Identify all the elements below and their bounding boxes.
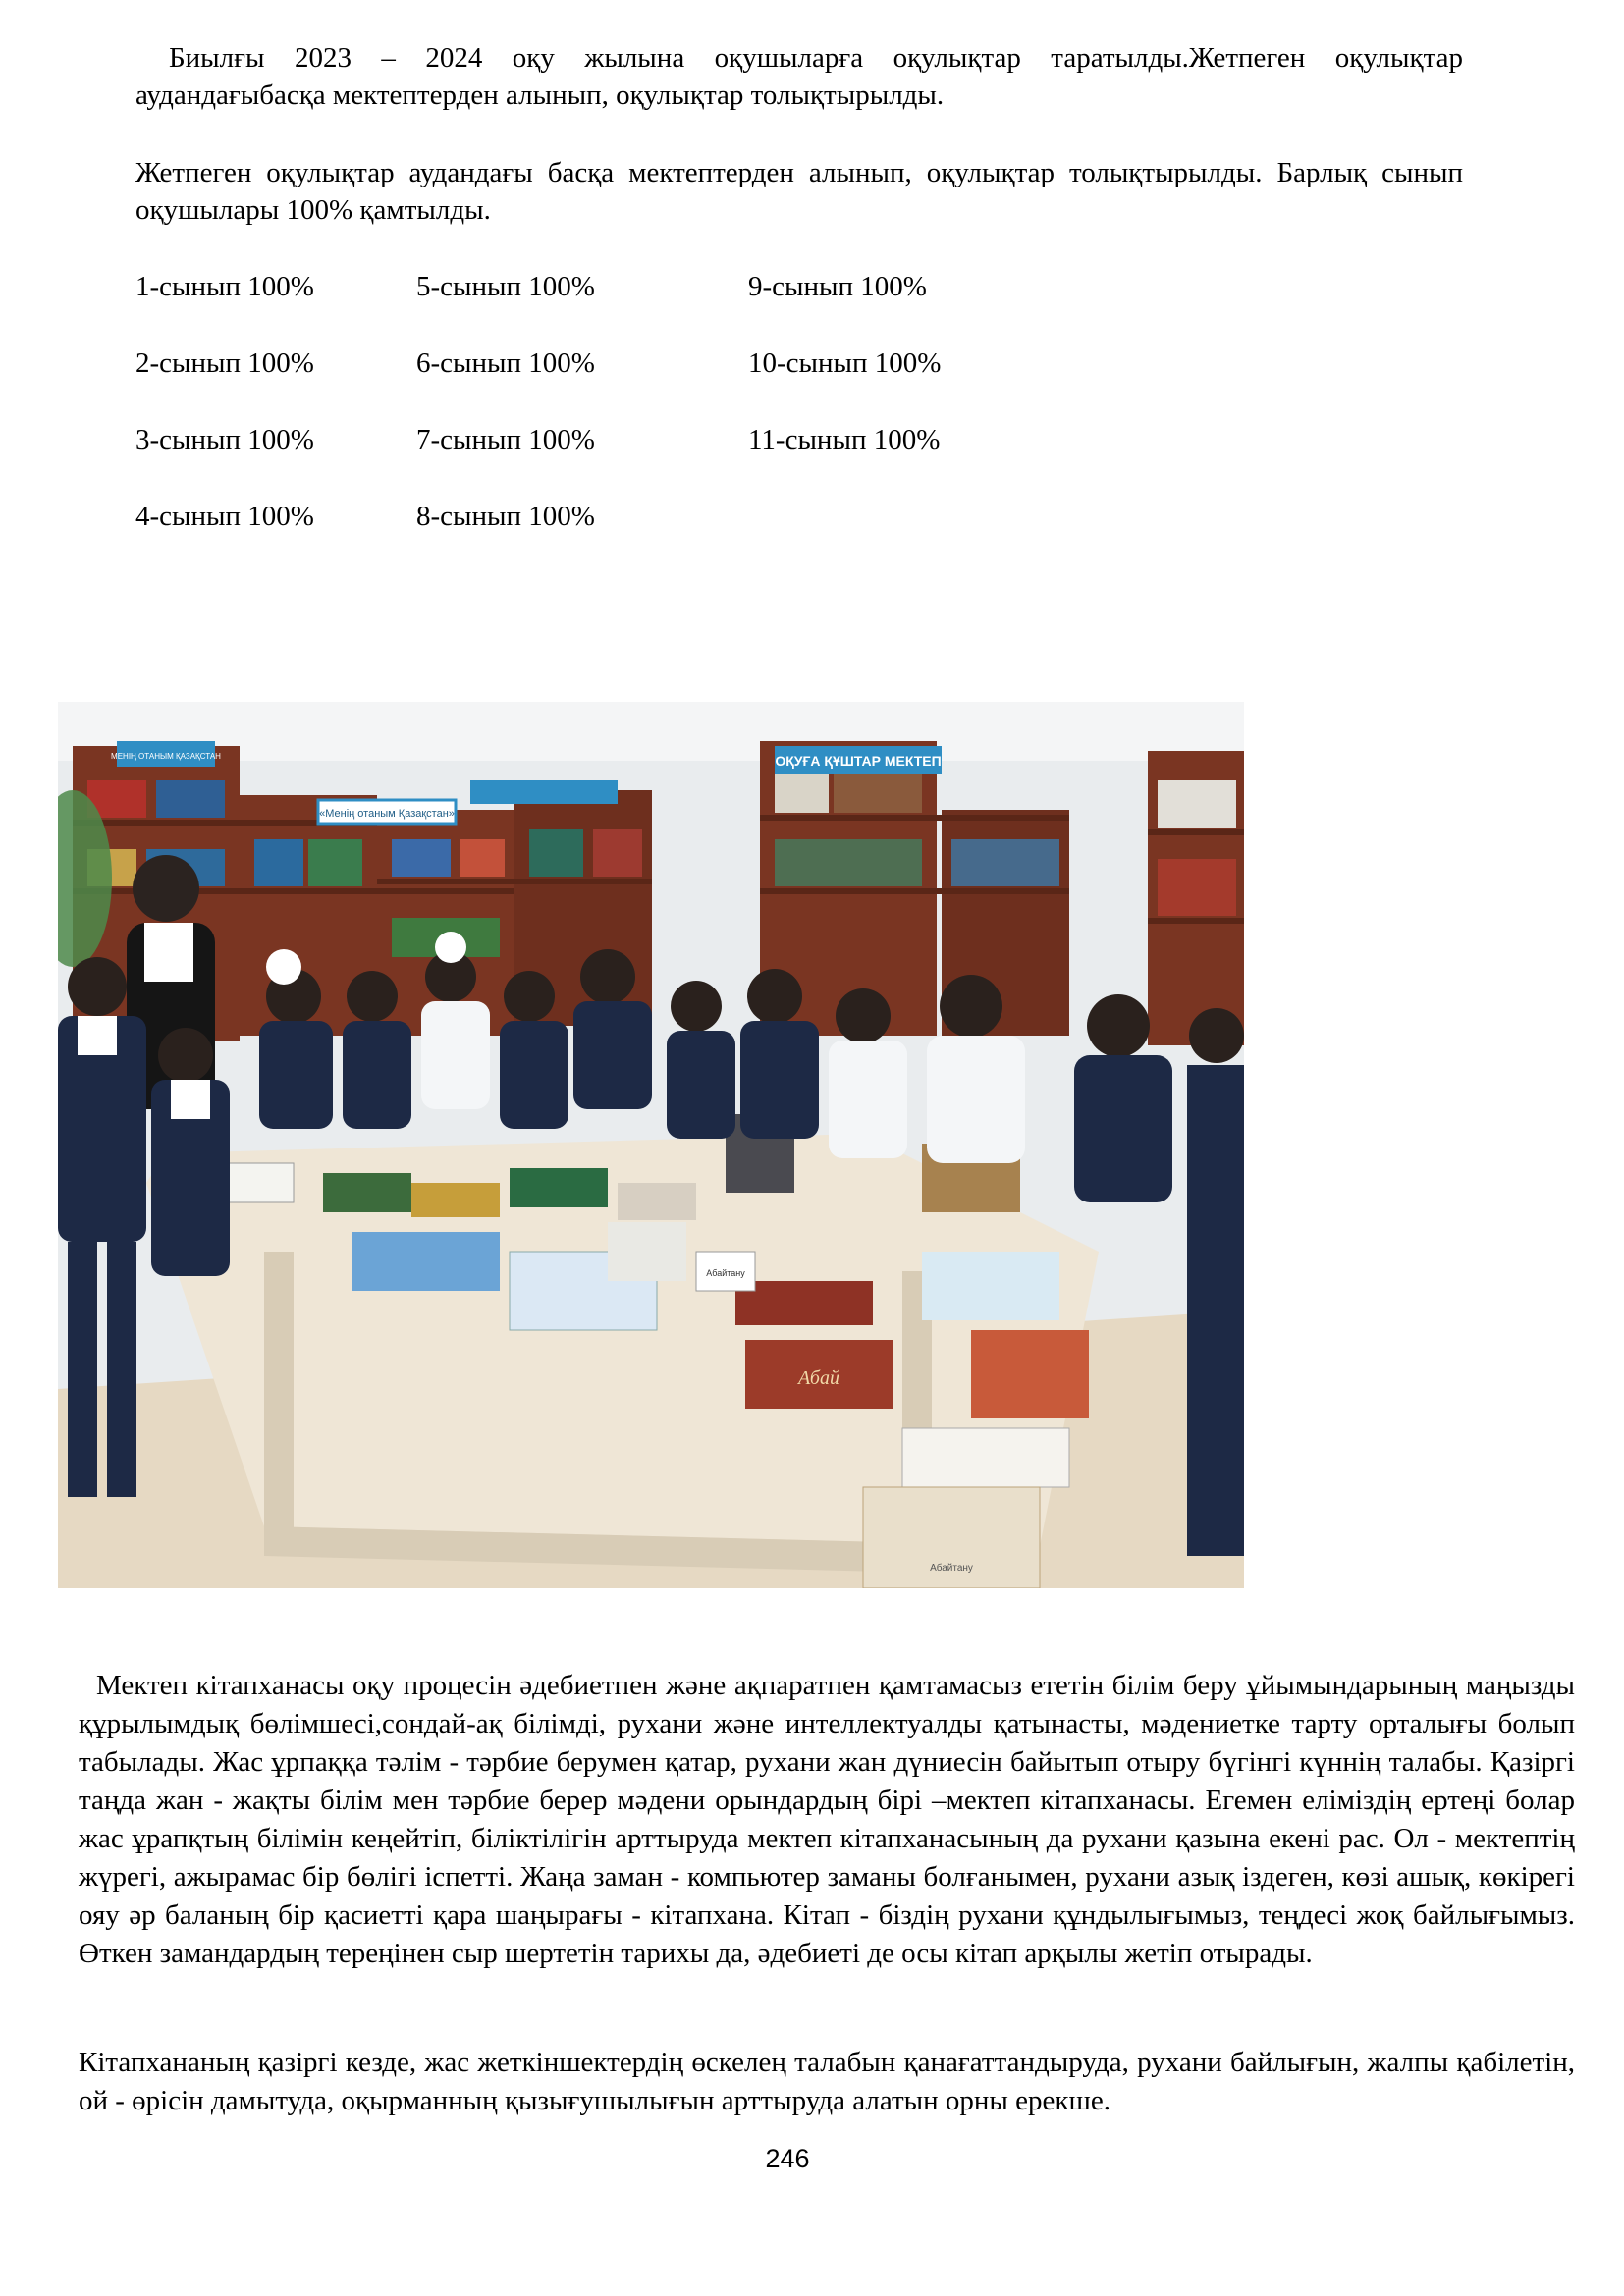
- grade-2: 2-сынып 100%: [135, 347, 314, 379]
- book-title: Абай: [798, 1367, 839, 1389]
- body-paragraph-2: Кітапхананың қазіргі кезде, жас жеткіншектердің өскелең талабын қанағаттандыруда, рухани байлығын, жалпы қабілетін, ой - өрісін дамытуда, оқырманның қызығушылығын арттыруда алатын орны ерекше.: [79, 2047, 1575, 2116]
- intro-paragraph-1-line-2: аудандағыбасқа мектептерден алынып, оқулықтар толықтырылды.: [135, 80, 945, 111]
- library-photo: [58, 702, 1244, 1588]
- shelf-sign: «Менің отаным Қазақстан»: [319, 808, 455, 820]
- grade-5: 5-сынып 100%: [416, 271, 595, 302]
- intro-paragraph-1-line-1: Биылғы 2023 – 2024 оқу жылына оқушыларға оқулықтар таратылды.Жетпеген оқулықтар: [169, 42, 1463, 74]
- grade-1: 1-сынып 100%: [135, 271, 314, 302]
- shelf-sign: ОҚУҒА ҚҰШТАР МЕКТЕП: [775, 753, 942, 769]
- intro-paragraph-1: [135, 39, 1463, 114]
- book-title: Абайтану: [706, 1268, 745, 1278]
- intro-paragraph-2: Жетпеген оқулықтар аудандағы басқа мектептерден алынып, оқулықтар толықтырылды. Барлық сынып оқушылары 100% қамтылды.: [135, 157, 1463, 226]
- grade-11: 11-сынып 100%: [748, 424, 941, 455]
- grade-7: 7-сынып 100%: [416, 424, 595, 455]
- body-paragraph-1: Мектеп кітапханасы оқу процесін әдебиетпен және ақпаратпен қамтамасыз ететін білім беру ұйымындарының маңызды құрылымдық бөлімшесі,сондай-ақ білімді, рухани және интеллектуалды қатынасты, мәдениетке тарту орталығы болып табылады. Жас ұрпаққа тәлім - тәрбие берумен қатар, рухани жан дүниесін байытып отыру бүгінгі күннің талабы. Қазіргі таңда жан - жақты білім мен тәрбие берер мәдени орындардың бірі –мектеп кітапханасы. Егемен еліміздің ертеңі болар жас ұрапқтың білімін кеңейтіп, біліктілігін арттыруда мектеп кітапханасының да рухани қазына екені рас. Ол - мектептің жүрегі, ажырамас бір бөлігі іспетті. Жаңа заман - компьютер заманы болғанымен, рухани азық іздеген, көзі ашық, көкірегі ояу әр баланың бір қасиетті қара шаңырағы - кітапхана. Кітап - біздің рухани құндылығымыз, теңдесі жоқ байлығымыз. Өткен замандардың тереңінен сыр шертетін тарихы да, әдебиеті де осы кітап арқылы жетіп отырады.: [79, 1670, 1575, 1969]
- shelf-sign: МЕНІҢ ОТАНЫМ ҚАЗАҚСТАН: [111, 752, 221, 761]
- box-label: Абайтану: [930, 1563, 973, 1574]
- grade-8: 8-сынып 100%: [416, 501, 595, 532]
- grade-10: 10-сынып 100%: [748, 347, 942, 379]
- grade-3: 3-сынып 100%: [135, 424, 314, 455]
- grade-6: 6-сынып 100%: [416, 347, 595, 379]
- grade-9: 9-сынып 100%: [748, 271, 927, 302]
- page-number: 246: [765, 2144, 810, 2173]
- grade-4: 4-сынып 100%: [135, 501, 314, 532]
